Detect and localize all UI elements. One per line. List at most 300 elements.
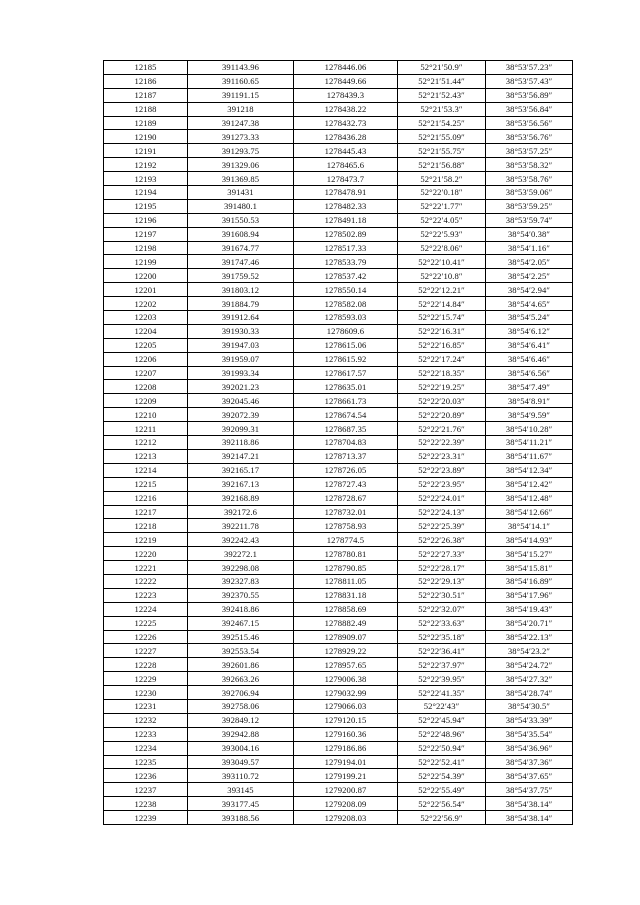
- table-row: [104, 491, 573, 505]
- table-row: [104, 338, 573, 352]
- x-coordinate-cell: 393188.56: [188, 811, 294, 825]
- latitude-cell: 52°22′5.93″: [398, 227, 486, 241]
- y-coordinate-cell: 1278537.42: [294, 269, 398, 283]
- x-coordinate-cell: 392467.15: [188, 616, 294, 630]
- table-row: [104, 533, 573, 547]
- x-coordinate-cell: 391959.07: [188, 352, 294, 366]
- latitude-cell: 52°22′20.89″: [398, 408, 486, 422]
- y-coordinate-cell: 1278661.73: [294, 394, 398, 408]
- x-coordinate-cell: 392942.88: [188, 727, 294, 741]
- point-id-cell: 12235: [104, 755, 188, 769]
- latitude-cell: 52°21′54.25″: [398, 116, 486, 130]
- table-row: [104, 769, 573, 783]
- point-id-cell: 12234: [104, 741, 188, 755]
- table-row: [104, 394, 573, 408]
- longitude-cell: 38°54′0.38″: [486, 227, 573, 241]
- point-id-cell: 12224: [104, 602, 188, 616]
- longitude-cell: 38°54′38.14″: [486, 811, 573, 825]
- latitude-cell: 52°22′24.01″: [398, 491, 486, 505]
- y-coordinate-cell: 1278582.08: [294, 297, 398, 311]
- point-id-cell: 12188: [104, 102, 188, 116]
- latitude-cell: 52°22′21.76″: [398, 422, 486, 436]
- y-coordinate-cell: 1278704.83: [294, 436, 398, 450]
- table-row: [104, 311, 573, 325]
- latitude-cell: 52°22′16.85″: [398, 338, 486, 352]
- latitude-cell: 52°22′35.18″: [398, 630, 486, 644]
- latitude-cell: 52°21′50.9″: [398, 61, 486, 75]
- x-coordinate-cell: 391143.96: [188, 61, 294, 75]
- table-row: [104, 699, 573, 713]
- latitude-cell: 52°22′37.97″: [398, 658, 486, 672]
- point-id-cell: 12203: [104, 311, 188, 325]
- table-row: [104, 658, 573, 672]
- longitude-cell: 38°54′4.65″: [486, 297, 573, 311]
- y-coordinate-cell: 1278635.01: [294, 380, 398, 394]
- y-coordinate-cell: 1279006.38: [294, 672, 398, 686]
- y-coordinate-cell: 1278687.35: [294, 422, 398, 436]
- point-id-cell: 12239: [104, 811, 188, 825]
- table-row: [104, 741, 573, 755]
- latitude-cell: 52°21′55.09″: [398, 130, 486, 144]
- longitude-cell: 38°54′15.81″: [486, 561, 573, 575]
- latitude-cell: 52°22′15.74″: [398, 311, 486, 325]
- point-id-cell: 12231: [104, 699, 188, 713]
- table-row: [104, 227, 573, 241]
- y-coordinate-cell: 1278609.6: [294, 324, 398, 338]
- y-coordinate-cell: 1278491.18: [294, 213, 398, 227]
- x-coordinate-cell: 392418.86: [188, 602, 294, 616]
- y-coordinate-cell: 1278726.05: [294, 463, 398, 477]
- latitude-cell: 52°22′1.77″: [398, 199, 486, 213]
- x-coordinate-cell: 391247.38: [188, 116, 294, 130]
- x-coordinate-cell: 393049.57: [188, 755, 294, 769]
- latitude-cell: 52°21′53.3″: [398, 102, 486, 116]
- x-coordinate-cell: 391803.12: [188, 283, 294, 297]
- table-row: [104, 74, 573, 88]
- point-id-cell: 12185: [104, 61, 188, 75]
- x-coordinate-cell: 391160.65: [188, 74, 294, 88]
- y-coordinate-cell: 1278957.65: [294, 658, 398, 672]
- longitude-cell: 38°54′9.59″: [486, 408, 573, 422]
- y-coordinate-cell: 1278439.3: [294, 88, 398, 102]
- point-id-cell: 12190: [104, 130, 188, 144]
- point-id-cell: 12204: [104, 324, 188, 338]
- table-row: [104, 449, 573, 463]
- point-id-cell: 12238: [104, 797, 188, 811]
- x-coordinate-cell: 391884.79: [188, 297, 294, 311]
- point-id-cell: 12226: [104, 630, 188, 644]
- x-coordinate-cell: 391747.46: [188, 255, 294, 269]
- longitude-cell: 38°54′10.28″: [486, 422, 573, 436]
- y-coordinate-cell: 1278909.07: [294, 630, 398, 644]
- latitude-cell: 52°21′52.43″: [398, 88, 486, 102]
- point-id-cell: 12187: [104, 88, 188, 102]
- table-row: [104, 588, 573, 602]
- table-row: [104, 602, 573, 616]
- point-id-cell: 12211: [104, 422, 188, 436]
- latitude-cell: 52°22′30.51″: [398, 588, 486, 602]
- x-coordinate-cell: 392298.08: [188, 561, 294, 575]
- point-id-cell: 12230: [104, 686, 188, 700]
- point-id-cell: 12209: [104, 394, 188, 408]
- x-coordinate-cell: 391191.15: [188, 88, 294, 102]
- point-id-cell: 12225: [104, 616, 188, 630]
- longitude-cell: 38°53′59.06″: [486, 186, 573, 200]
- y-coordinate-cell: 1278615.92: [294, 352, 398, 366]
- point-id-cell: 12214: [104, 463, 188, 477]
- table-row: [104, 144, 573, 158]
- x-coordinate-cell: 391273.33: [188, 130, 294, 144]
- table-row: [104, 269, 573, 283]
- table-row: [104, 686, 573, 700]
- longitude-cell: 38°54′6.41″: [486, 338, 573, 352]
- table-row: [104, 130, 573, 144]
- latitude-cell: 52°22′33.63″: [398, 616, 486, 630]
- longitude-cell: 38°54′6.12″: [486, 324, 573, 338]
- x-coordinate-cell: 392370.55: [188, 588, 294, 602]
- latitude-cell: 52°21′55.75″: [398, 144, 486, 158]
- y-coordinate-cell: 1278436.28: [294, 130, 398, 144]
- x-coordinate-cell: 391912.64: [188, 311, 294, 325]
- table-row: [104, 172, 573, 186]
- x-coordinate-cell: 391329.06: [188, 158, 294, 172]
- y-coordinate-cell: 1278478.91: [294, 186, 398, 200]
- latitude-cell: 52°22′19.25″: [398, 380, 486, 394]
- point-id-cell: 12195: [104, 199, 188, 213]
- y-coordinate-cell: 1278445.43: [294, 144, 398, 158]
- latitude-cell: 52°22′56.9″: [398, 811, 486, 825]
- x-coordinate-cell: 392706.94: [188, 686, 294, 700]
- y-coordinate-cell: 1278449.66: [294, 74, 398, 88]
- x-coordinate-cell: 392601.86: [188, 658, 294, 672]
- latitude-cell: 52°22′27.33″: [398, 547, 486, 561]
- longitude-cell: 38°54′14.1″: [486, 519, 573, 533]
- x-coordinate-cell: 392327.83: [188, 574, 294, 588]
- latitude-cell: 52°22′22.39″: [398, 436, 486, 450]
- point-id-cell: 12229: [104, 672, 188, 686]
- longitude-cell: 38°53′57.25″: [486, 144, 573, 158]
- x-coordinate-cell: 391369.85: [188, 172, 294, 186]
- table-row: [104, 672, 573, 686]
- table-row: [104, 616, 573, 630]
- longitude-cell: 38°54′22.13″: [486, 630, 573, 644]
- x-coordinate-cell: 391218: [188, 102, 294, 116]
- x-coordinate-cell: 392099.31: [188, 422, 294, 436]
- longitude-cell: 38°54′6.56″: [486, 366, 573, 380]
- y-coordinate-cell: 1278780.81: [294, 547, 398, 561]
- coordinates-table: [103, 60, 573, 825]
- longitude-cell: 38°53′57.23″: [486, 61, 573, 75]
- point-id-cell: 12227: [104, 644, 188, 658]
- table-row: [104, 61, 573, 75]
- point-id-cell: 12213: [104, 449, 188, 463]
- y-coordinate-cell: 1278482.33: [294, 199, 398, 213]
- y-coordinate-cell: 1278929.22: [294, 644, 398, 658]
- y-coordinate-cell: 1279120.15: [294, 713, 398, 727]
- latitude-cell: 52°22′26.38″: [398, 533, 486, 547]
- latitude-cell: 52°22′25.39″: [398, 519, 486, 533]
- x-coordinate-cell: 392072.39: [188, 408, 294, 422]
- latitude-cell: 52°22′55.49″: [398, 783, 486, 797]
- x-coordinate-cell: 392272.1: [188, 547, 294, 561]
- y-coordinate-cell: 1278432.73: [294, 116, 398, 130]
- point-id-cell: 12208: [104, 380, 188, 394]
- x-coordinate-cell: 391431: [188, 186, 294, 200]
- table-row: [104, 199, 573, 213]
- longitude-cell: 38°53′58.76″: [486, 172, 573, 186]
- x-coordinate-cell: 393110.72: [188, 769, 294, 783]
- x-coordinate-cell: 391480.1: [188, 199, 294, 213]
- coordinates-table-body: [104, 61, 573, 825]
- latitude-cell: 52°22′18.35″: [398, 366, 486, 380]
- point-id-cell: 12220: [104, 547, 188, 561]
- table-row: [104, 102, 573, 116]
- y-coordinate-cell: 1278615.06: [294, 338, 398, 352]
- table-row: [104, 158, 573, 172]
- point-id-cell: 12202: [104, 297, 188, 311]
- x-coordinate-cell: 391674.77: [188, 241, 294, 255]
- latitude-cell: 52°22′14.84″: [398, 297, 486, 311]
- point-id-cell: 12201: [104, 283, 188, 297]
- point-id-cell: 12210: [104, 408, 188, 422]
- y-coordinate-cell: 1279194.01: [294, 755, 398, 769]
- table-row: [104, 297, 573, 311]
- longitude-cell: 38°53′56.56″: [486, 116, 573, 130]
- longitude-cell: 38°54′2.25″: [486, 269, 573, 283]
- longitude-cell: 38°54′2.94″: [486, 283, 573, 297]
- longitude-cell: 38°54′37.36″: [486, 755, 573, 769]
- y-coordinate-cell: 1278533.79: [294, 255, 398, 269]
- point-id-cell: 12216: [104, 491, 188, 505]
- latitude-cell: 52°22′45.94″: [398, 713, 486, 727]
- table-row: [104, 561, 573, 575]
- longitude-cell: 38°54′12.42″: [486, 477, 573, 491]
- latitude-cell: 52°22′23.95″: [398, 477, 486, 491]
- y-coordinate-cell: 1279208.03: [294, 811, 398, 825]
- x-coordinate-cell: 392118.86: [188, 436, 294, 450]
- table-row: [104, 324, 573, 338]
- y-coordinate-cell: 1278728.67: [294, 491, 398, 505]
- point-id-cell: 12196: [104, 213, 188, 227]
- x-coordinate-cell: 392242.43: [188, 533, 294, 547]
- longitude-cell: 38°54′38.14″: [486, 797, 573, 811]
- latitude-cell: 52°22′20.03″: [398, 394, 486, 408]
- y-coordinate-cell: 1279208.09: [294, 797, 398, 811]
- y-coordinate-cell: 1278593.03: [294, 311, 398, 325]
- y-coordinate-cell: 1278727.43: [294, 477, 398, 491]
- point-id-cell: 12232: [104, 713, 188, 727]
- latitude-cell: 52°22′36.41″: [398, 644, 486, 658]
- table-row: [104, 644, 573, 658]
- point-id-cell: 12236: [104, 769, 188, 783]
- table-row: [104, 436, 573, 450]
- y-coordinate-cell: 1278674.54: [294, 408, 398, 422]
- x-coordinate-cell: 391550.53: [188, 213, 294, 227]
- latitude-cell: 52°22′16.31″: [398, 324, 486, 338]
- longitude-cell: 38°54′27.32″: [486, 672, 573, 686]
- point-id-cell: 12215: [104, 477, 188, 491]
- longitude-cell: 38°54′14.93″: [486, 533, 573, 547]
- latitude-cell: 52°22′0.18″: [398, 186, 486, 200]
- latitude-cell: 52°21′51.44″: [398, 74, 486, 88]
- longitude-cell: 38°53′59.25″: [486, 199, 573, 213]
- table-row: [104, 116, 573, 130]
- table-row: [104, 519, 573, 533]
- point-id-cell: 12206: [104, 352, 188, 366]
- longitude-cell: 38°53′56.76″: [486, 130, 573, 144]
- x-coordinate-cell: 392021.23: [188, 380, 294, 394]
- table-row: [104, 213, 573, 227]
- x-coordinate-cell: 392758.06: [188, 699, 294, 713]
- table-row: [104, 630, 573, 644]
- x-coordinate-cell: 391993.34: [188, 366, 294, 380]
- point-id-cell: 12221: [104, 561, 188, 575]
- y-coordinate-cell: 1278617.57: [294, 366, 398, 380]
- longitude-cell: 38°54′23.2″: [486, 644, 573, 658]
- y-coordinate-cell: 1278790.85: [294, 561, 398, 575]
- latitude-cell: 52°22′24.13″: [398, 505, 486, 519]
- longitude-cell: 38°53′58.32″: [486, 158, 573, 172]
- y-coordinate-cell: 1279186.86: [294, 741, 398, 755]
- point-id-cell: 12212: [104, 436, 188, 450]
- latitude-cell: 52°21′56.88″: [398, 158, 486, 172]
- x-coordinate-cell: 392211.78: [188, 519, 294, 533]
- x-coordinate-cell: 391759.52: [188, 269, 294, 283]
- longitude-cell: 38°53′59.74″: [486, 213, 573, 227]
- table-row: [104, 797, 573, 811]
- longitude-cell: 38°54′11.67″: [486, 449, 573, 463]
- y-coordinate-cell: 1279066.03: [294, 699, 398, 713]
- x-coordinate-cell: 392515.46: [188, 630, 294, 644]
- y-coordinate-cell: 1278517.33: [294, 241, 398, 255]
- table-row: [104, 255, 573, 269]
- table-row: [104, 283, 573, 297]
- y-coordinate-cell: 1278465.6: [294, 158, 398, 172]
- latitude-cell: 52°22′52.41″: [398, 755, 486, 769]
- point-id-cell: 12191: [104, 144, 188, 158]
- latitude-cell: 52°22′8.06″: [398, 241, 486, 255]
- latitude-cell: 52°22′41.35″: [398, 686, 486, 700]
- longitude-cell: 38°54′17.96″: [486, 588, 573, 602]
- longitude-cell: 38°54′2.05″: [486, 255, 573, 269]
- latitude-cell: 52°22′54.39″: [398, 769, 486, 783]
- point-id-cell: 12217: [104, 505, 188, 519]
- latitude-cell: 52°22′28.17″: [398, 561, 486, 575]
- point-id-cell: 12219: [104, 533, 188, 547]
- y-coordinate-cell: 1278713.37: [294, 449, 398, 463]
- table-row: [104, 352, 573, 366]
- x-coordinate-cell: 392165.17: [188, 463, 294, 477]
- longitude-cell: 38°54′8.91″: [486, 394, 573, 408]
- point-id-cell: 12197: [104, 227, 188, 241]
- point-id-cell: 12237: [104, 783, 188, 797]
- table-row: [104, 547, 573, 561]
- y-coordinate-cell: 1278550.14: [294, 283, 398, 297]
- latitude-cell: 52°22′23.31″: [398, 449, 486, 463]
- longitude-cell: 38°54′12.34″: [486, 463, 573, 477]
- y-coordinate-cell: 1279200.87: [294, 783, 398, 797]
- longitude-cell: 38°54′19.43″: [486, 602, 573, 616]
- longitude-cell: 38°54′37.75″: [486, 783, 573, 797]
- x-coordinate-cell: 393145: [188, 783, 294, 797]
- latitude-cell: 52°22′29.13″: [398, 574, 486, 588]
- x-coordinate-cell: 392849.12: [188, 713, 294, 727]
- longitude-cell: 38°54′7.49″: [486, 380, 573, 394]
- longitude-cell: 38°54′15.27″: [486, 547, 573, 561]
- y-coordinate-cell: 1278446.06: [294, 61, 398, 75]
- longitude-cell: 38°54′16.89″: [486, 574, 573, 588]
- y-coordinate-cell: 1278502.89: [294, 227, 398, 241]
- longitude-cell: 38°53′56.84″: [486, 102, 573, 116]
- longitude-cell: 38°54′24.72″: [486, 658, 573, 672]
- longitude-cell: 38°54′12.48″: [486, 491, 573, 505]
- point-id-cell: 12189: [104, 116, 188, 130]
- point-id-cell: 12198: [104, 241, 188, 255]
- latitude-cell: 52°22′10.41″: [398, 255, 486, 269]
- x-coordinate-cell: 392553.54: [188, 644, 294, 658]
- y-coordinate-cell: 1278882.49: [294, 616, 398, 630]
- point-id-cell: 12218: [104, 519, 188, 533]
- x-coordinate-cell: 392147.21: [188, 449, 294, 463]
- point-id-cell: 12192: [104, 158, 188, 172]
- longitude-cell: 38°54′33.39″: [486, 713, 573, 727]
- y-coordinate-cell: 1279032.99: [294, 686, 398, 700]
- point-id-cell: 12222: [104, 574, 188, 588]
- point-id-cell: 12186: [104, 74, 188, 88]
- x-coordinate-cell: 391293.75: [188, 144, 294, 158]
- y-coordinate-cell: 1279199.21: [294, 769, 398, 783]
- table-row: [104, 505, 573, 519]
- table-row: [104, 408, 573, 422]
- y-coordinate-cell: 1278811.05: [294, 574, 398, 588]
- point-id-cell: 12233: [104, 727, 188, 741]
- y-coordinate-cell: 1279160.36: [294, 727, 398, 741]
- table-row: [104, 186, 573, 200]
- table-row: [104, 477, 573, 491]
- latitude-cell: 52°22′48.96″: [398, 727, 486, 741]
- x-coordinate-cell: 391947.03: [188, 338, 294, 352]
- longitude-cell: 38°54′37.65″: [486, 769, 573, 783]
- x-coordinate-cell: 392045.46: [188, 394, 294, 408]
- table-row: [104, 241, 573, 255]
- longitude-cell: 38°54′35.54″: [486, 727, 573, 741]
- y-coordinate-cell: 1278831.18: [294, 588, 398, 602]
- y-coordinate-cell: 1278473.7: [294, 172, 398, 186]
- table-row: [104, 574, 573, 588]
- y-coordinate-cell: 1278758.93: [294, 519, 398, 533]
- x-coordinate-cell: 392172.6: [188, 505, 294, 519]
- table-row: [104, 463, 573, 477]
- y-coordinate-cell: 1278732.01: [294, 505, 398, 519]
- longitude-cell: 38°54′11.21″: [486, 436, 573, 450]
- point-id-cell: 12194: [104, 186, 188, 200]
- latitude-cell: 52°22′50.94″: [398, 741, 486, 755]
- table-row: [104, 755, 573, 769]
- x-coordinate-cell: 392663.26: [188, 672, 294, 686]
- latitude-cell: 52°22′56.54″: [398, 797, 486, 811]
- table-row: [104, 88, 573, 102]
- table-row: [104, 366, 573, 380]
- x-coordinate-cell: 393004.16: [188, 741, 294, 755]
- point-id-cell: 12207: [104, 366, 188, 380]
- table-row: [104, 380, 573, 394]
- x-coordinate-cell: 392168.89: [188, 491, 294, 505]
- y-coordinate-cell: 1278858.69: [294, 602, 398, 616]
- latitude-cell: 52°22′39.95″: [398, 672, 486, 686]
- longitude-cell: 38°54′12.66″: [486, 505, 573, 519]
- longitude-cell: 38°54′5.24″: [486, 311, 573, 325]
- point-id-cell: 12223: [104, 588, 188, 602]
